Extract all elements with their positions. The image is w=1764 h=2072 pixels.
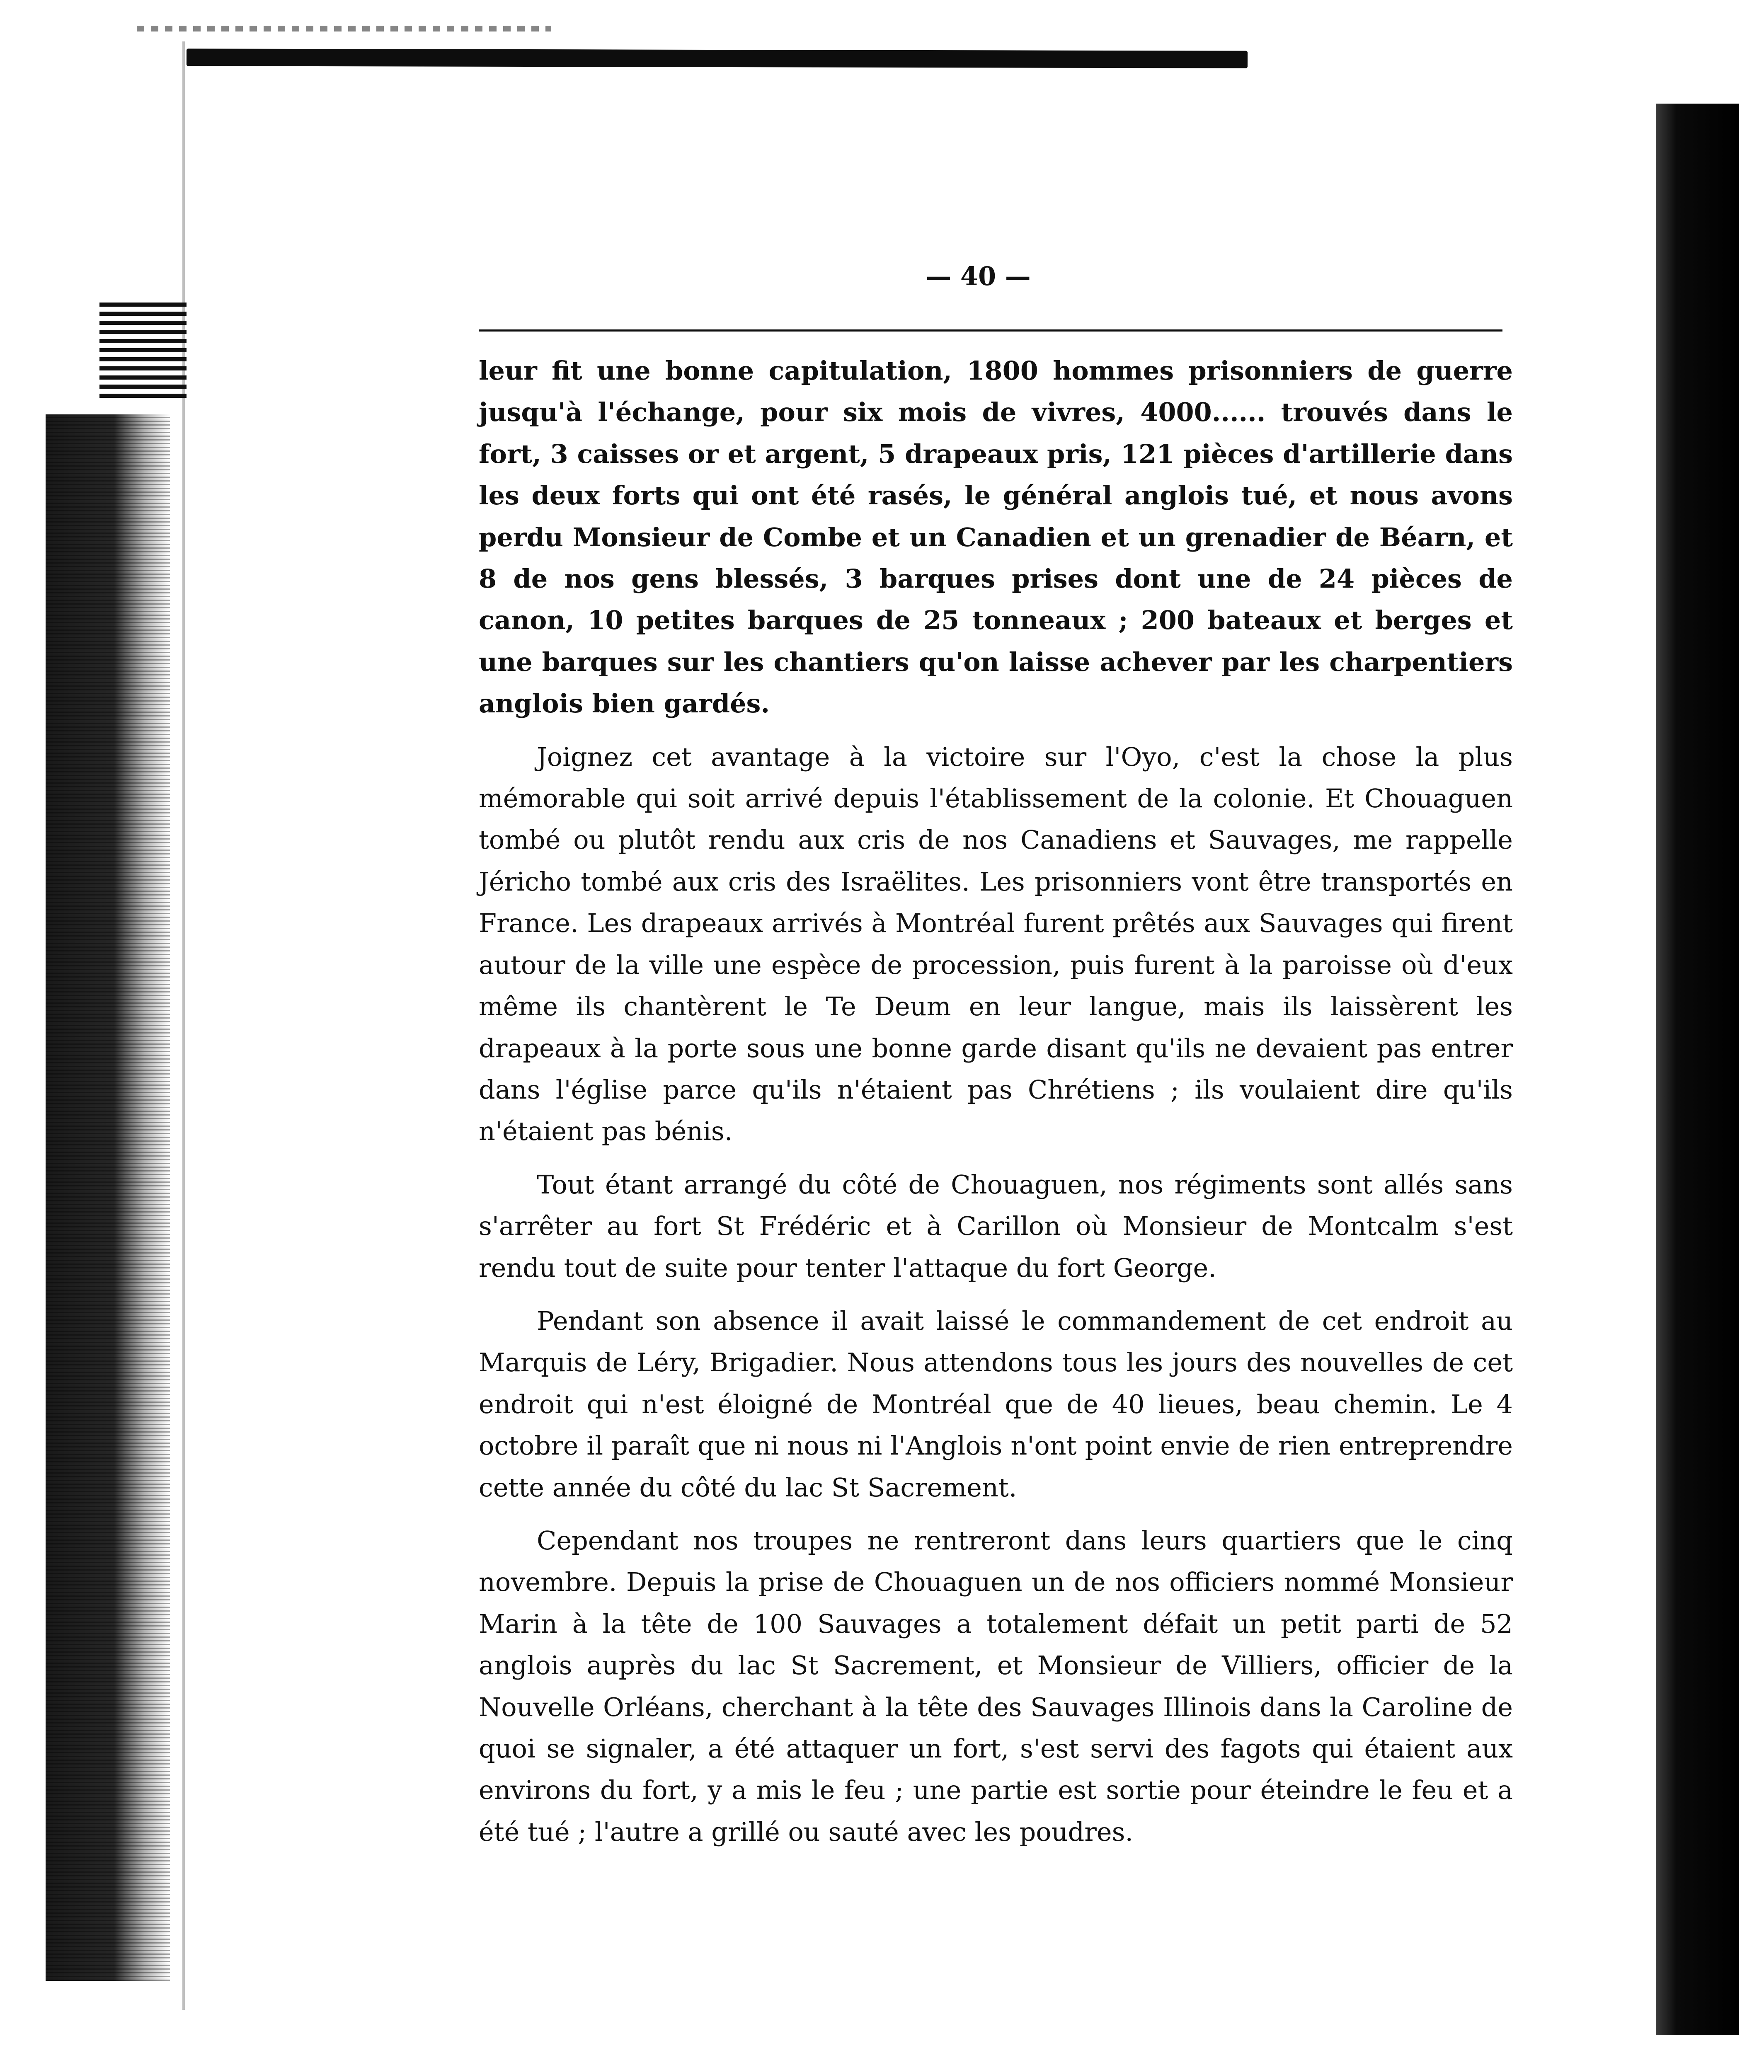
header-rule xyxy=(479,329,1502,332)
scan-artifact-top-bar xyxy=(187,48,1248,68)
paragraph-3: Tout étant arrangé du côté de Chouaguen, nos régiments sont allés sans s'arrêter au fort St Frédéric et à Carillon où Monsieur de Montcalm s'est rendu tout de suite pour tenter l'attaque du fort George. xyxy=(479,1169,1513,1283)
paragraph-2: Joignez cet avantage à la victoire sur l'Oyo, c'est la chose la plus mémorable qui soit arrivé depuis l'établissement de la colonie. Et Chouaguen tombé ou plutôt rendu aux cris de nos Canadiens et Sauvages, me rappelle Jéricho tombé aux cris des Israëlites. Les prisonniers vont être transportés en France. Les drapeaux arrivés à Montréal furent prêtés aux Sauvages qui firent autour de la ville une espèce de procession, puis furent à la paroisse où d'eux même ils chantèrent le Te Deum en leur langue, mais ils laissèrent les drapeaux à la porte sous une bonne garde disant qu'ils ne devaient pas entrer dans l'église parce qu'ils n'étaient pas Chrétiens ; ils voulaient dire qu'ils n'étaient pas bénis. xyxy=(479,741,1513,1147)
paragraph-4: Pendant son absence il avait laissé le commandement de cet endroit au Marquis de Léry, Brigadier. Nous attendons tous les jours des nouvelles de cet endroit qui n'est éloigné de Montréal que de 40 lieues, beau chemin. Le 4 octobre il paraît que ni nous ni l'Anglois n'ont point envie de rien entreprendre cette année du côté du lac St Sacrement. xyxy=(479,1305,1513,1503)
scan-artifact-right-edge xyxy=(1656,104,1739,2035)
paragraph-1: leur fit une bonne capitulation, 1800 hommes prisonniers de guerre jusqu'à l'échange, pour six mois de vivres, 4000...... trouvés dans le fort, 3 caisses or et argent, 5 drapeaux pris, 121 pièces d'artillerie dans les deux forts qui ont été rasés, le général anglois tué, et nous avons perdu Monsieur de Combe et un Canadien et un grenadier de Béarn, et 8 de nos gens blessés, 3 barques prises dont une de 24 pièces de canon, 10 petites barques de 25 tonneaux ; 200 bateaux et berges et une barques sur les chantiers qu'on laisse achever par les charpentiers anglois bien gardés. xyxy=(479,356,1513,719)
scan-artifact-left-marks xyxy=(99,298,187,398)
page-number: — 40 — xyxy=(926,261,1031,291)
paragraph-5: Cependant nos troupes ne rentreront dans leurs quartiers que le cinq novembre. Depuis la prise de Chouaguen un de nos officiers nommé Monsieur Marin à la tête de 100 Sauvages a totalement défait un petit parti de 52 anglois auprès du lac St Sacrement, et Monsieur de Villiers, officier de la Nouvelle Orléans, cherchant à la tête des Sauvages Illinois dans la Caroline de quoi se signaler, a été attaquer un fort, s'est servi des fagots qui étaient aux environs du fort, y a mis le feu ; une partie est sortie pour éteindre le feu et a été tué ; l'autre a grillé ou sauté avec les poudres. xyxy=(479,1525,1513,1847)
scan-artifact-left-edge xyxy=(46,414,170,1981)
body-text xyxy=(479,350,1513,1864)
scan-artifact-top-thin xyxy=(137,26,551,31)
